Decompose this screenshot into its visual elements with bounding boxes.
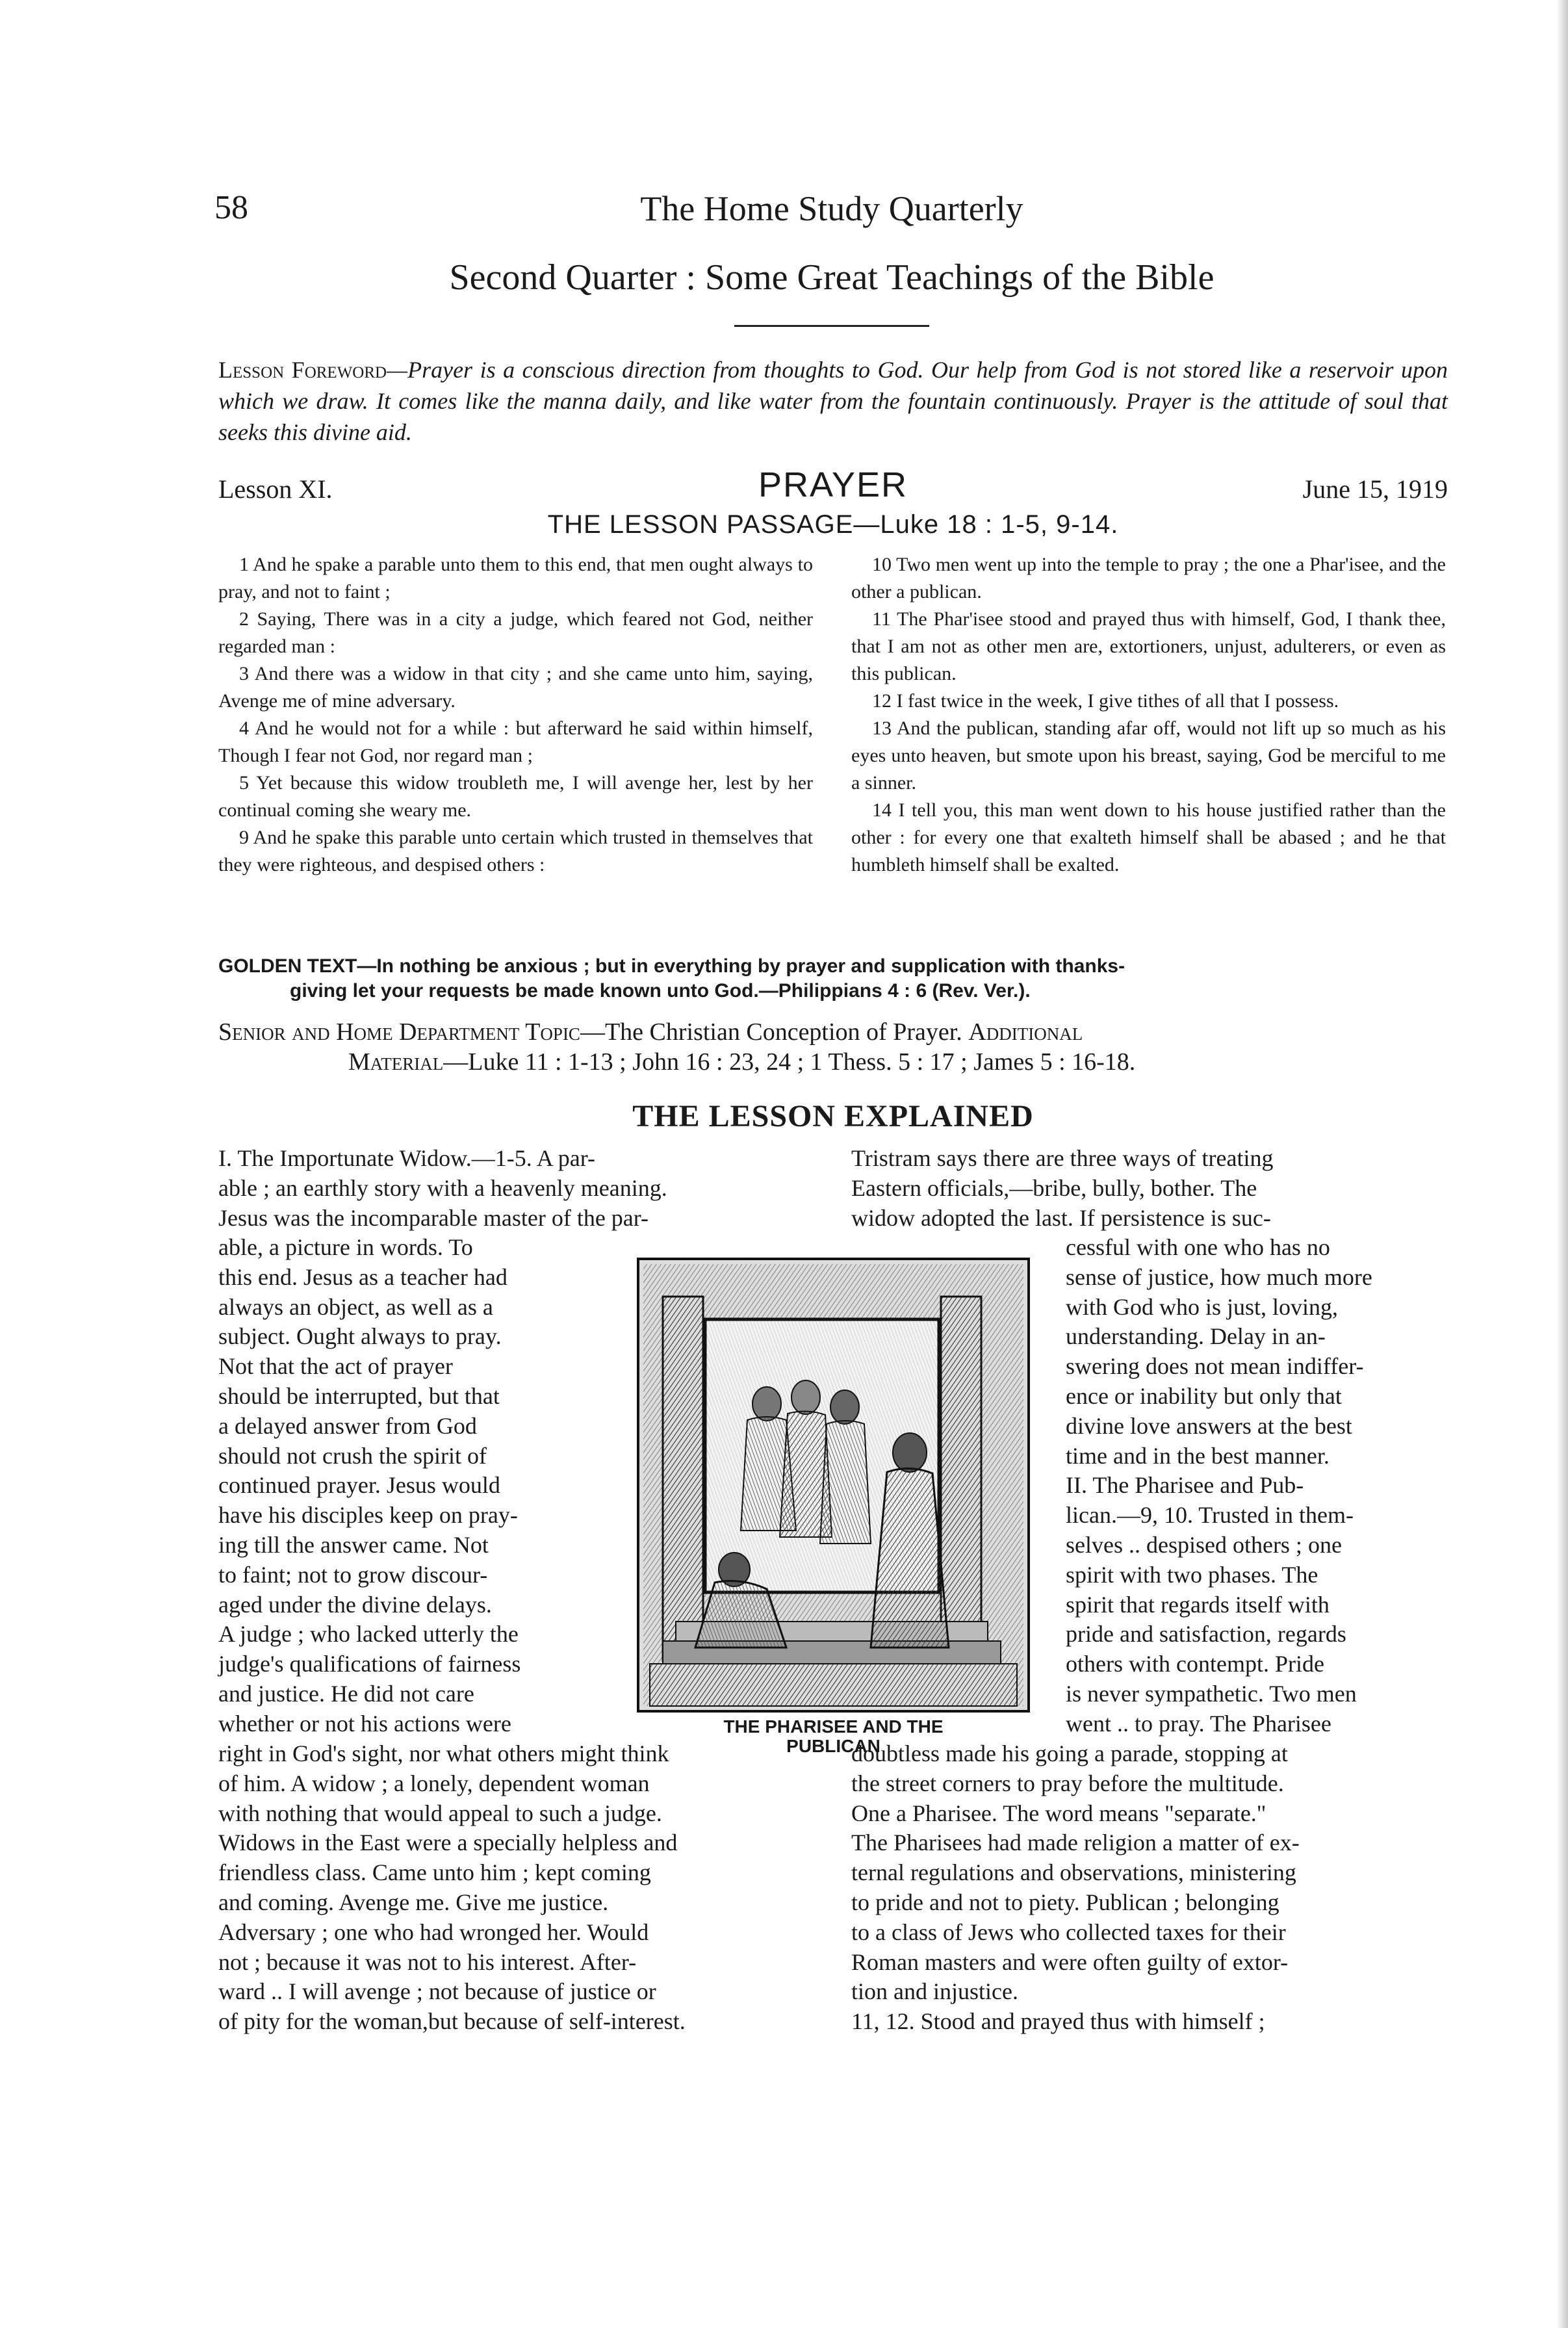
text-line: ence or inability but only that bbox=[1066, 1382, 1342, 1409]
text-line: the street corners to pray before the multitude. bbox=[851, 1770, 1284, 1796]
text-line: ward .. I will avenge ; not because of justice or bbox=[218, 1978, 656, 2005]
text-line: ing till the answer came. Not bbox=[218, 1531, 489, 1558]
text-line: ternal regulations and observations, ministering bbox=[851, 1859, 1296, 1886]
caption-line: THE PHARISEE AND THE bbox=[723, 1716, 944, 1737]
lesson-number: Lesson XI. bbox=[218, 474, 333, 504]
passage-title: THE LESSON PASSAGE—Luke 18 : 1-5, 9-14. bbox=[547, 510, 1119, 539]
lesson-title: PRAYER bbox=[758, 465, 908, 504]
foreword-label: Lesson Foreword bbox=[218, 357, 387, 383]
text-line: subject. Ought always to pray. bbox=[218, 1323, 502, 1350]
text-line: Not that the act of prayer bbox=[218, 1353, 453, 1380]
golden-text bbox=[218, 954, 1448, 1003]
text-line: went .. to pray. The Pharisee bbox=[1066, 1710, 1331, 1737]
engraving-image bbox=[637, 1258, 1030, 1713]
text-line: One a Pharisee. The word means "separate." bbox=[851, 1800, 1266, 1826]
verse: 12 I fast twice in the week, I give tithes of all that I possess. bbox=[872, 690, 1339, 712]
golden-text-line: giving let your requests be made known unto God.—Philippians 4 : 6 (Rev. Ver.). bbox=[290, 980, 1031, 1002]
text-line: tion and injustice. bbox=[851, 1978, 1018, 2005]
verse: 14 I tell you, this man went down to his house justified rather than the other : for every one that exalteth himself shall be abased ; and he that humbleth himself shall be exalted. bbox=[851, 799, 1446, 875]
topic-text: —The Christian Conception of Prayer. bbox=[580, 1018, 962, 1046]
topic-text: —Luke 11 : 1-13 ; John 16 : 23, 24 ; 1 Thess. 5 : 17 ; James 5 : 16-18. bbox=[443, 1048, 1136, 1076]
text-line: Tristram says there are three ways of treating bbox=[851, 1145, 1274, 1171]
text-line: able, a picture in words. To bbox=[218, 1234, 473, 1260]
explained-right-bottom bbox=[851, 1739, 1448, 2037]
passage-left-column bbox=[218, 551, 813, 879]
explained-left-bottom bbox=[218, 1739, 813, 2037]
text-line: Eastern officials,—bribe, bully, bother. The bbox=[851, 1174, 1257, 1201]
text-line: whether or not his actions were bbox=[218, 1710, 511, 1737]
text-line: pride and satisfaction, regards bbox=[1066, 1621, 1346, 1648]
text-line: to pride and not to piety. Publican ; belonging bbox=[851, 1889, 1279, 1915]
text-line: A judge ; who lacked utterly the bbox=[218, 1621, 519, 1648]
topic-label: Material bbox=[348, 1048, 444, 1076]
text-line: of pity for the woman,but because of self-interest. bbox=[218, 2008, 686, 2035]
text-line: spirit with two phases. The bbox=[1066, 1561, 1318, 1588]
text-line: aged under the divine delays. bbox=[218, 1591, 492, 1618]
text-line: Jesus was the incomparable master of the par- bbox=[218, 1204, 649, 1231]
verse: 1 And he spake a parable unto them to this end, that men ought always to pray, and not to faint ; bbox=[218, 554, 813, 602]
text-line: always an object, as well as a bbox=[218, 1293, 493, 1320]
topic-label: Senior and Home Department Topic bbox=[218, 1018, 580, 1046]
text-line: should not crush the spirit of bbox=[218, 1442, 487, 1469]
text-line: able ; an earthly story with a heavenly meaning. bbox=[218, 1174, 667, 1201]
lesson-heading bbox=[218, 465, 1448, 517]
topic-label: Additional bbox=[968, 1018, 1083, 1046]
explained-left-head bbox=[218, 1144, 813, 1233]
text-line: cessful with one who has no bbox=[1066, 1234, 1330, 1260]
verse: 4 And he would not for a while : but afterward he said within himself, Though I fear not God, nor regard man ; bbox=[218, 718, 813, 766]
text-line: to faint; not to grow discour- bbox=[218, 1561, 488, 1588]
scan-edge-shadow bbox=[1556, 0, 1568, 2328]
text-line: not ; because it was not to his interest. After- bbox=[218, 1948, 637, 1975]
text-line: right in God's sight, nor what others might think bbox=[218, 1740, 669, 1766]
text-line: judge's qualifications of fairness bbox=[218, 1651, 521, 1677]
text-line: with God who is just, loving, bbox=[1066, 1293, 1339, 1320]
illustration-pharisee-publican bbox=[637, 1258, 1030, 1713]
text-line: understanding. Delay in an- bbox=[1066, 1323, 1326, 1350]
lesson-foreword bbox=[218, 354, 1448, 448]
verse: 11 The Phar'isee stood and prayed thus with himself, God, I thank thee, that I am not as other men are, extortioners, unjust, adulterers, or even as this publican. bbox=[851, 608, 1446, 684]
text-line: and coming. Avenge me. Give me justice. bbox=[218, 1889, 609, 1915]
text-line: time and in the best manner. bbox=[1066, 1442, 1330, 1469]
department-topic bbox=[218, 1017, 1448, 1077]
lesson-date: June 15, 1919 bbox=[1302, 474, 1448, 504]
text-line: Adversary ; one who had wronged her. Would bbox=[218, 1919, 649, 1945]
text-line: Roman masters and were often guilty of extor- bbox=[851, 1948, 1289, 1975]
text-line: a delayed answer from God bbox=[218, 1412, 477, 1439]
text-line: to a class of Jews who collected taxes for their bbox=[851, 1919, 1286, 1945]
text-line: is never sympathetic. Two men bbox=[1066, 1680, 1357, 1707]
text-line: continued prayer. Jesus would bbox=[218, 1472, 500, 1499]
text-line: widow adopted the last. If persistence is suc- bbox=[851, 1204, 1271, 1231]
text-line: I. The Importunate Widow.—1-5. A par- bbox=[218, 1145, 596, 1171]
verse: 13 And the publican, standing afar off, would not lift up so much as his eyes unto heaven, but smote upon his breast, saying, God be merciful to me a sinner. bbox=[851, 718, 1446, 794]
text-line: selves .. despised others ; one bbox=[1066, 1531, 1342, 1558]
text-line: have his disciples keep on pray- bbox=[218, 1502, 518, 1529]
text-line: and justice. He did not care bbox=[218, 1680, 474, 1707]
text-line: of him. A widow ; a lonely, dependent woman bbox=[218, 1770, 650, 1796]
text-line: sense of justice, how much more bbox=[1066, 1263, 1372, 1290]
explained-right-head bbox=[851, 1144, 1448, 1233]
text-line: divine love answers at the best bbox=[1066, 1412, 1352, 1439]
page-number: 58 bbox=[214, 189, 248, 226]
text-line: The Pharisees had made religion a matter of ex- bbox=[851, 1830, 1300, 1856]
verse: 10 Two men went up into the temple to pray ; the one a Phar'isee, and the other a publican. bbox=[851, 554, 1446, 602]
text-line: this end. Jesus as a teacher had bbox=[218, 1263, 508, 1290]
explained-right-wrap bbox=[1066, 1233, 1448, 1739]
text-line: 11, 12. Stood and prayed thus with himself ; bbox=[851, 2008, 1265, 2035]
page-header bbox=[214, 188, 1449, 247]
verse: 9 And he spake this parable unto certain which trusted in themselves that they were righteous, and despised others : bbox=[218, 827, 813, 875]
text-line: others with contempt. Pride bbox=[1066, 1651, 1324, 1677]
text-line: friendless class. Came unto him ; kept coming bbox=[218, 1859, 651, 1886]
section-title: THE LESSON EXPLAINED bbox=[632, 1099, 1034, 1133]
text-line: Widows in the East were a specially helpless and bbox=[218, 1830, 678, 1856]
foreword-text: —Prayer is a conscious direction from thoughts to God. Our help from God is not stored like a reservoir upon which we draw. It comes like the manna daily, and like water from the fountain continuously. Prayer is the attitude of soul that seeks this divine aid. bbox=[218, 357, 1448, 445]
figure-caption bbox=[637, 1717, 1030, 1756]
golden-text-line: GOLDEN TEXT—In nothing be anxious ; but in everything by prayer and supplication with thanks- bbox=[218, 955, 1125, 977]
verse: 5 Yet because this widow troubleth me, I will avenge her, lest by her continual coming she weary me. bbox=[218, 772, 813, 821]
text-line: should be interrupted, but that bbox=[218, 1382, 500, 1409]
text-line: II. The Pharisee and Pub- bbox=[1066, 1472, 1304, 1499]
header-divider bbox=[734, 325, 929, 327]
verse: 3 And there was a widow in that city ; and she came unto him, saying, Avenge me of mine adversary. bbox=[218, 663, 813, 712]
text-line: lican.—9, 10. Trusted in them- bbox=[1066, 1502, 1354, 1529]
explained-left-wrap bbox=[218, 1233, 602, 1739]
running-title: The Home Study Quarterly bbox=[640, 189, 1023, 228]
text-line: spirit that regards itself with bbox=[1066, 1591, 1330, 1618]
text-line: with nothing that would appeal to such a judge. bbox=[218, 1800, 662, 1826]
quarter-title: Second Quarter : Some Great Teachings of the Bible bbox=[449, 257, 1215, 298]
verse: 2 Saying, There was in a city a judge, which feared not God, neither regarded man : bbox=[218, 608, 813, 657]
caption-line: PUBLICAN bbox=[786, 1736, 880, 1756]
passage-right-column bbox=[851, 551, 1446, 879]
text-line: swering does not mean indiffer- bbox=[1066, 1353, 1364, 1380]
text-line: doubtless made his going a parade, stopping at bbox=[851, 1740, 1288, 1766]
